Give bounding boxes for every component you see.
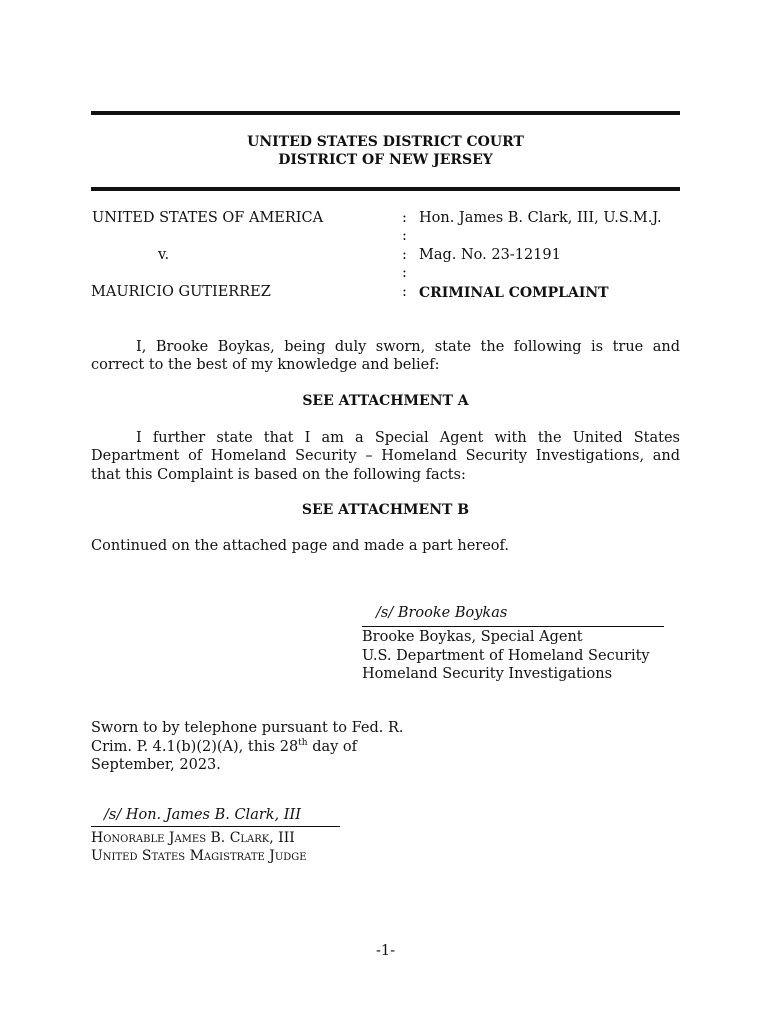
- caption-colon: :: [402, 228, 407, 244]
- attachment-b-heading: SEE ATTACHMENT B: [301, 502, 470, 518]
- caption-colon: :: [402, 247, 407, 263]
- caption-judge: Hon. James B. Clark, III, U.S.M.J.: [419, 210, 662, 226]
- intro-paragraph: [91, 338, 680, 375]
- sworn-line-2-start: Crim. P. 4.1(b)(2)(A), this 28: [91, 739, 299, 755]
- affiant-signature-line: [362, 626, 664, 627]
- header-top-rule: [91, 111, 680, 115]
- attachment-a-heading: SEE ATTACHMENT A: [302, 393, 469, 409]
- caption-colon: :: [402, 265, 407, 281]
- continuation-text: Continued on the attached page and made a part hereof.: [91, 538, 509, 554]
- document-title: CRIMINAL COMPLAINT: [419, 285, 609, 301]
- sworn-line-2: [91, 739, 357, 755]
- sworn-line-1: Sworn to by telephone pursuant to Fed. R.: [91, 720, 404, 736]
- judge-title: United States Magistrate Judge: [91, 848, 307, 864]
- judge-name: Honorable James B. Clark, III: [91, 830, 295, 846]
- ordinal-suffix: th: [298, 738, 308, 749]
- intro-paragraph-text: I, Brooke Boykas, being duly sworn, state the following is true and correct to the best of my knowledge and belief:: [91, 339, 680, 374]
- page-number: -1-: [375, 943, 396, 959]
- court-district: DISTRICT OF NEW JERSEY: [278, 152, 493, 168]
- caption-colon: :: [402, 210, 407, 226]
- caption-plaintiff: UNITED STATES OF AMERICA: [92, 210, 324, 226]
- affiant-name-title: Brooke Boykas, Special Agent: [362, 629, 583, 645]
- caption-versus: v.: [158, 247, 170, 263]
- judge-signature: /s/ Hon. James B. Clark, III: [104, 807, 301, 823]
- facts-paragraph: [91, 429, 680, 484]
- sworn-line-2-end: day of: [307, 739, 358, 755]
- judge-signature-line: [91, 826, 340, 827]
- court-name: UNITED STATES DISTRICT COURT: [247, 134, 524, 150]
- affiant-agency: Homeland Security Investigations: [362, 666, 613, 682]
- affiant-signature: /s/ Brooke Boykas: [376, 605, 508, 621]
- caption-mag-number: Mag. No. 23-12191: [419, 247, 561, 263]
- caption-colon: :: [402, 284, 407, 300]
- facts-paragraph-text: I further state that I am a Special Agent with the United States Department of Homeland Security – Homeland Security Investigations, and that this Complaint is based on the following facts:: [91, 430, 680, 483]
- header-bottom-rule: [91, 187, 680, 191]
- caption-defendant: MAURICIO GUTIERREZ: [91, 284, 271, 300]
- affiant-department: U.S. Department of Homeland Security: [362, 648, 650, 664]
- sworn-line-3: September, 2023.: [91, 757, 221, 773]
